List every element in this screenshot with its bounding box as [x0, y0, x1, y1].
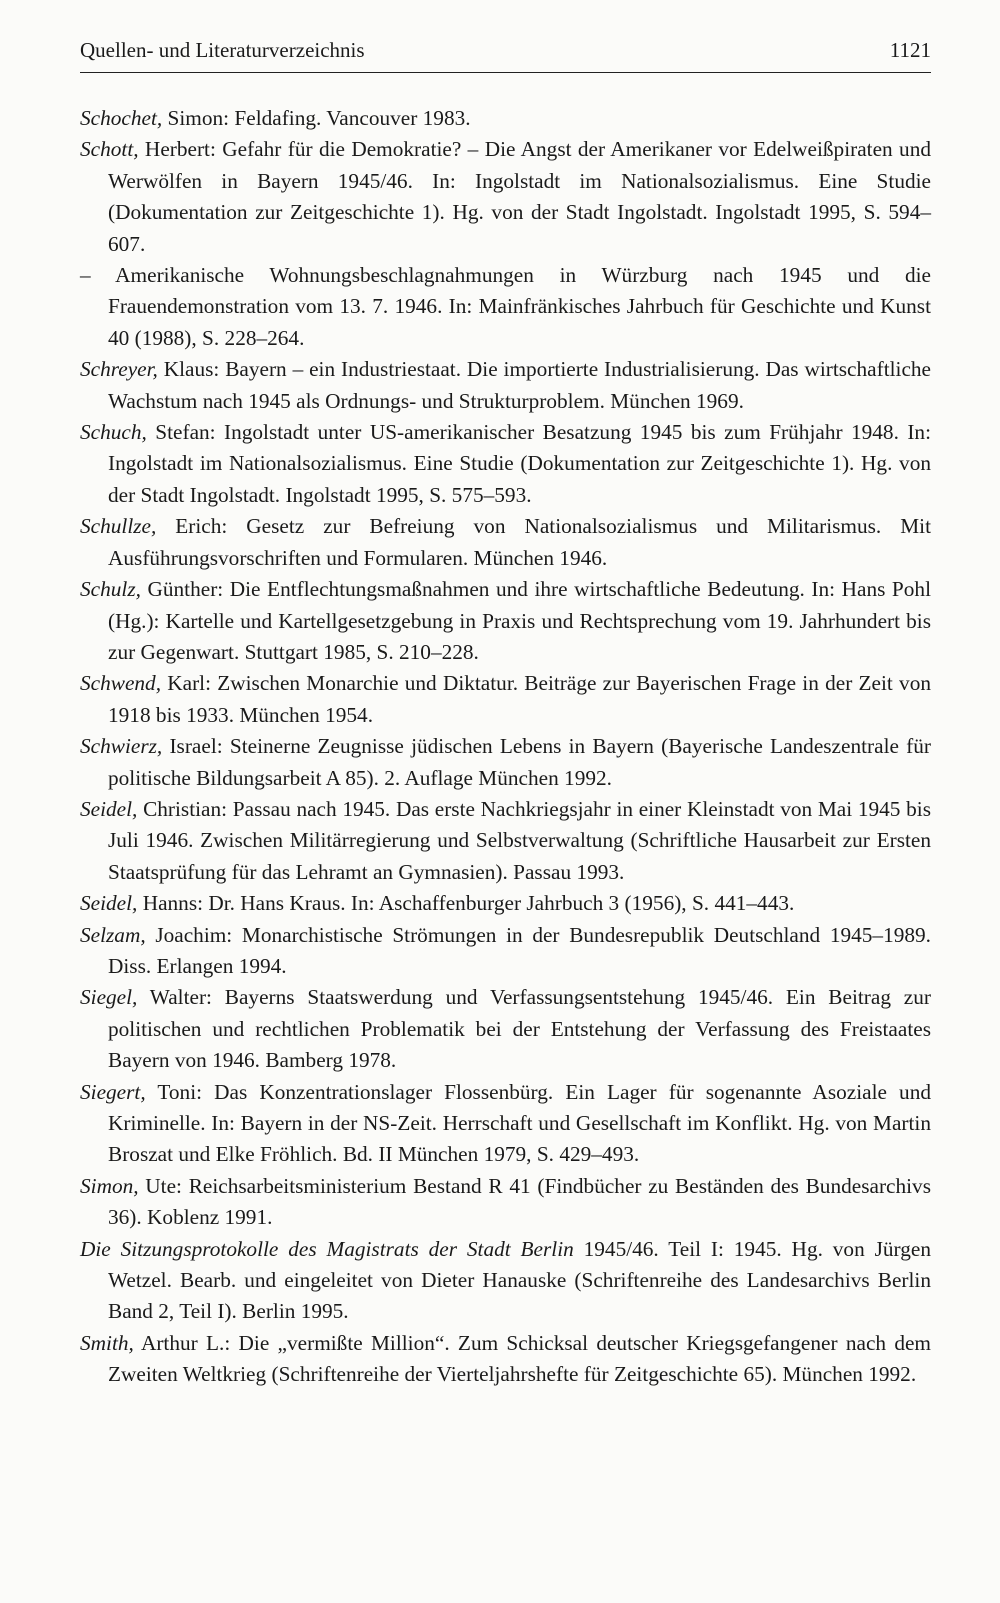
reference-text: Simon: Feldafing. Vancouver 1983. — [162, 106, 471, 130]
reference-author: Schuch, — [80, 420, 147, 445]
reference-author: Die Sitzungsprotokolle des Magistrats der Stadt Berlin — [80, 1236, 574, 1261]
reference-text: Klaus: Bayern – ein Industriestaat. Die importierte Industrialisierung. Das wirtschaftliche Wachstum nach 1945 als Ordnungs- und Strukturproblem. München 1969. — [108, 357, 931, 413]
reference-text: Joachim: Monarchistische Strömungen in der Bundesrepublik Deutschland 1945–1989. Diss. Erlangen 1994. — [108, 922, 931, 978]
reference-author: Schwierz, — [80, 734, 163, 759]
reference-text: 1945/46. Teil I: 1945. Hg. von Jürgen Wetzel. Bearb. und eingeleitet von Dieter Hanauske (Schriftenreihe des Landesarchivs Berlin Band 2, Teil I). Berlin 1995. — [108, 1236, 931, 1324]
reference-author: Schulz, — [80, 577, 141, 602]
reference-entry — [80, 511, 931, 574]
reference-author: Schullze, — [80, 514, 157, 539]
reference-text: Herbert: Gefahr für die Demokratie? – Die Angst der Amerikaner vor Edelweißpiraten und Werwölfen in Bayern 1945/46. In: Ingolstadt im Nationalsozialismus. Eine Studie (Dokumentation zur Zeitgeschichte 1). Hg. von der Stadt Ingolstadt. Ingolstadt 1995, S. 594–607. — [108, 137, 931, 256]
reference-entry — [80, 668, 931, 731]
page-number: 1121 — [889, 38, 931, 62]
reference-author: Seidel, — [80, 891, 138, 916]
reference-author: Seidel, — [80, 796, 138, 821]
reference-entry — [80, 731, 931, 794]
reference-text: Toni: Das Konzentrationslager Flossenbürg. Ein Lager für sogenannte Asoziale und Kriminelle. In: Bayern in der NS-Zeit. Herrschaft und Gesellschaft im Konflikt. Hg. von Martin Broszat und Elke Fröhlich. Bd. II München 1979, S. 429–493. — [108, 1079, 931, 1167]
reference-list — [80, 103, 931, 1391]
reference-text: Karl: Zwischen Monarchie und Diktatur. Beiträge zur Bayerischen Frage in der Zeit von 1918 bis 1933. München 1954. — [108, 671, 931, 727]
reference-author: Schreyer, — [80, 357, 158, 382]
reference-entry — [80, 417, 931, 511]
reference-text: Erich: Gesetz zur Befreiung von Nationalsozialismus und Militarismus. Mit Ausführungsvorschriften und Formularen. München 1946. — [108, 514, 931, 570]
reference-author: Simon, — [80, 1173, 139, 1198]
reference-author: Schochet, — [80, 106, 163, 130]
reference-text: Israel: Steinerne Zeugnisse jüdischen Lebens in Bayern (Bayerische Landeszentrale für politische Bildungsarbeit A 85). 2. Auflage München 1992. — [108, 734, 931, 790]
reference-text: Hanns: Dr. Hans Kraus. In: Aschaffenburger Jahrbuch 3 (1956), S. 441–443. — [137, 891, 795, 916]
reference-author: Siegel, — [80, 985, 138, 1010]
reference-text: Günther: Die Entflechtungsmaßnahmen und ihre wirtschaftliche Bedeutung. In: Hans Pohl (Hg.): Kartelle und Kartellgesetzgebung in Praxis und Rechtsprechung vom 19. Jahrhundert bis zur Gegenwart. Stuttgart 1985, S. 210–228. — [108, 577, 931, 664]
reference-author: Selzam, — [80, 922, 146, 947]
reference-entry — [80, 103, 931, 134]
reference-entry — [80, 354, 931, 417]
reference-text: Arthur L.: Die „vermißte Million“. Zum Schicksal deutscher Kriegsgefangener nach dem Zweiten Weltkrieg (Schriftenreihe der Vierteljahrshefte für Zeitgeschichte 65). München 1992. — [108, 1330, 931, 1387]
reference-entry — [80, 888, 931, 919]
running-header-title: Quellen- und Literaturverzeichnis — [80, 38, 365, 62]
reference-author: Smith, — [80, 1330, 134, 1355]
reference-entry — [80, 260, 931, 354]
reference-entry — [80, 1234, 931, 1328]
reference-entry — [80, 1077, 931, 1171]
reference-text: – Amerikanische Wohnungsbeschlagnahmungen in Würzburg nach 1945 und die Frauendemonstration vom 13. 7. 1946. In: Mainfränkisches Jahrbuch für Geschichte und Kunst 40 (1988), S. 228–264. — [80, 263, 931, 350]
reference-entry — [80, 920, 931, 983]
reference-entry — [80, 794, 931, 888]
reference-author: Schwend, — [80, 671, 162, 696]
reference-entry — [80, 574, 931, 668]
running-header — [80, 38, 931, 63]
reference-text: Ute: Reichsarbeitsministerium Bestand R 41 (Findbücher zu Beständen des Bundesarchivs 36). Koblenz 1991. — [108, 1173, 931, 1230]
reference-entry — [80, 1328, 931, 1391]
reference-entry — [80, 982, 931, 1076]
reference-author: Schott, — [80, 137, 139, 162]
reference-author: Siegert, — [80, 1079, 146, 1104]
reference-entry — [80, 1171, 931, 1234]
reference-text: Stefan: Ingolstadt unter US-amerikanischer Besatzung 1945 bis zum Frühjahr 1948. In: Ingolstadt im Nationalsozialismus. Eine Studie (Dokumentation zur Zeitgeschichte 1). Hg. von der Stadt Ingolstadt. Ingolstadt 1995, S. 575–593. — [108, 420, 931, 507]
reference-text: Walter: Bayerns Staatswerdung und Verfassungsentstehung 1945/46. Ein Beitrag zur politischen und rechtlichen Problematik bei der Entstehung der Verfassung des Freistaates Bayern von 1946. Bamberg 1978. — [108, 985, 931, 1073]
reference-entry — [80, 134, 931, 260]
reference-text: Christian: Passau nach 1945. Das erste Nachkriegsjahr in einer Kleinstadt von Mai 1945 bis Juli 1946. Zwischen Militärregierung und Selbstverwaltung (Schriftliche Hausarbeit zur Ersten Staatsprüfung für das Lehramt an Gymnasien). Passau 1993. — [108, 796, 931, 884]
header-rule — [80, 72, 931, 73]
